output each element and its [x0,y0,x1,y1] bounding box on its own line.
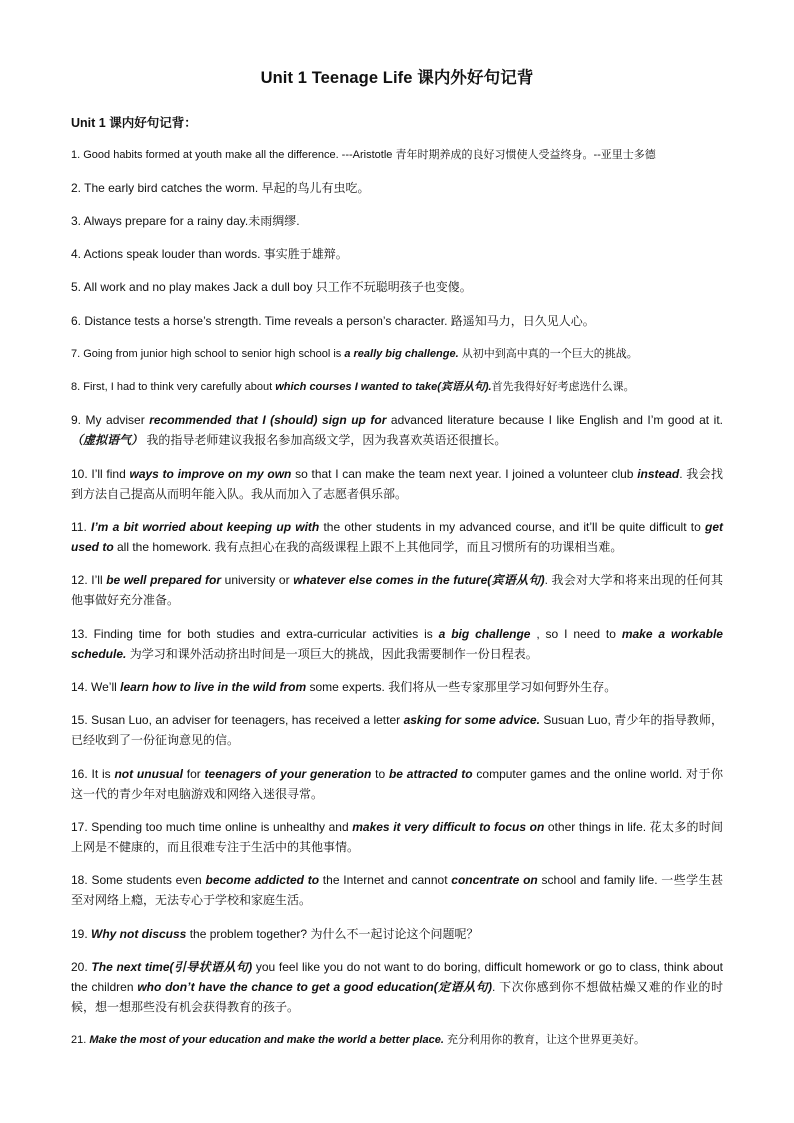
emphasis-phrase: ways to improve on my own [129,467,292,481]
sentence-item [71,410,723,450]
emphasis-phrase: who don’t have the chance to get a good education(定语从句) [137,980,493,994]
emphasis-phrase: become addicted to [205,873,320,887]
sentence-text: . 我会对大学和将来出现的任何其他事做好充分准备。 [71,573,723,607]
sentence-text: other things in life. 花太多的时间上网是不健康的，而且很难专注于生活中的其他事情。 [71,820,724,854]
sentence-text: for [182,767,205,781]
sentence-text: computer games and the online world. 对于你这一代的青少年对电脑游戏和网络入迷很寻常。 [71,767,723,801]
section-heading: Unit 1 课内好句记背： [71,116,197,130]
sentence-item [71,924,723,944]
sentence-text: some experts. 我们将从一些专家那里学习如何野外生存。 [306,680,617,694]
sentence-text: 我的指导老师建议我报名参加高级文学，因为我喜欢英语还很擅长。 [143,433,507,447]
emphasis-phrase: asking for some advice. [403,713,540,727]
sentence-text: 8. First, I had to think very carefully about [71,381,276,393]
sentence-item [71,464,723,504]
sentence-text: 21. [71,1034,90,1046]
sentence-item [71,277,723,297]
sentence-item [71,244,723,264]
sentence-item [71,178,723,198]
sentence-item [71,817,723,857]
sentence-text: 9. My adviser [71,413,150,427]
sentence-text: 1. Good habits formed at youth make all the difference. ---Aristotle 青年时期养成的良好习惯使人受益终身。--亚里士多德 [71,149,656,161]
sentence-text: . 下次你感到你不想做枯燥又难的作业的时候，想一想那些没有机会获得教育的孩子。 [71,980,724,1014]
sentence-text: 14. We’ll [71,680,121,694]
emphasis-phrase: a big challenge [438,627,531,641]
sentence-text: so that I can make the team next year. I joined a volunteer club [291,467,638,481]
sentence-text: 13. Finding time for both studies and extra-curricular activities is [71,627,439,641]
sentence-item [71,764,723,804]
sentence-item [71,344,723,364]
emphasis-phrase: recommended that I (should) sign up for [149,413,387,427]
sentence-text: 15. Susan Luo, an adviser for teenagers, has received a letter [71,713,404,727]
sentence-text: 4. Actions speak louder than words. 事实胜于雄辩。 [71,247,348,261]
sentence-item [71,311,723,331]
document-title: Unit 1 Teenage Life 课内外好句记背 [260,69,534,87]
sentence-item [71,1030,723,1050]
sentence-item [71,145,723,165]
sentence-text: , so I need to [530,627,622,641]
sentence-text: 20. [71,960,92,974]
sentence-text: Susuan Luo, 青少年的指导教师，已经收到了一份征询意见的信。 [71,713,723,747]
emphasis-phrase: make a workable schedule. [71,627,723,661]
sentence-item [71,624,723,664]
sentence-text: 从初中到高中真的一个巨大的挑战。 [458,348,638,360]
sentence-text: 10. I’ll find [71,467,130,481]
emphasis-phrase: whatever else comes in the future(宾语从句) [293,573,545,587]
sentence-text: 5. All work and no play makes Jack a dull boy 只工作不玩聪明孩子也变傻。 [71,280,472,294]
sentence-text: 12. I’ll [71,573,107,587]
sentence-text: 为学习和课外活动挤出时间是一项巨大的挑战，因此我需要制作一份日程表。 [126,647,538,661]
sentence-item [71,870,723,910]
sentence-text: 7. Going from junior high school to senior high school is [71,348,345,360]
emphasis-phrase: Why not discuss [91,927,187,941]
sentence-item [71,211,723,231]
sentence-text: the problem together? 为什么不一起讨论这个问题呢？ [186,927,479,941]
sentence-text: to [371,767,389,781]
emphasis-phrase: concentrate on [451,873,538,887]
emphasis-phrase: get used to [71,520,723,554]
sentence-text: 19. [71,927,92,941]
emphasis-phrase: not unusual [114,767,183,781]
emphasis-phrase: （虚拟语气） [71,433,144,447]
sentence-text: 18. Some students even [71,873,206,887]
sentence-text: all the homework. 我有点担心在我的高级课程上跟不上其他同学，而且习惯所有的功课相当难。 [113,540,623,554]
emphasis-phrase: instead [637,467,680,481]
sentence-item [71,710,723,750]
sentence-text: 17. Spending too much time online is unhealthy and [71,820,353,834]
emphasis-phrase: learn how to live in the wild from [120,680,307,694]
sentence-item [71,517,723,557]
sentence-text: 6. Distance tests a horse’s strength. Time reveals a person’s character. 路遥知马力，日久见人心。 [71,314,595,328]
sentence-text: 2. The early bird catches the worm. 早起的鸟儿有虫吃。 [71,181,370,195]
emphasis-phrase: a really big challenge. [344,348,459,360]
emphasis-phrase: makes it very difficult to focus on [352,820,545,834]
sentence-text: the other students in my advanced course, and it’ll be quite difficult to [319,520,705,534]
sentence-text: 首先我得好好考虑选什么课。 [491,381,635,393]
sentence-text: university or [221,573,294,587]
sentence-text: advanced literature because I like English and I’m good at it. [386,413,723,427]
sentence-text: 充分利用你的教育，让这个世界更美好。 [443,1034,645,1046]
emphasis-phrase: which courses I wanted to take(宾语从句). [275,381,492,393]
sentence-text: school and family life. 一些学生甚至对网络上瘾，无法专心于学校和家庭生活。 [71,873,724,907]
sentence-text: 16. It is [71,767,115,781]
sentence-text: you feel like you do not want to do boring, difficult homework or go to class, think about the children [71,960,724,994]
emphasis-phrase: I’m a bit worried about keeping up with [91,520,320,534]
emphasis-phrase: teenagers of your generation [204,767,372,781]
sentence-text: the Internet and cannot [319,873,452,887]
sentence-item [71,957,723,1017]
sentence-item [71,570,723,610]
sentence-text: 11. [71,520,92,534]
sentence-text: 3. Always prepare for a rainy day.未雨绸缪. [71,214,300,228]
emphasis-phrase: The next time(引导状语从句) [91,960,253,974]
emphasis-phrase: be well prepared for [106,573,222,587]
sentence-item [71,677,723,697]
sentence-item [71,377,723,397]
emphasis-phrase: be attracted to [388,767,473,781]
sentence-text: . 我会找到方法自己提高从而明年能入队。我从而加入了志愿者俱乐部。 [71,467,723,501]
emphasis-phrase: Make the most of your education and make the world a better place. [89,1034,444,1046]
